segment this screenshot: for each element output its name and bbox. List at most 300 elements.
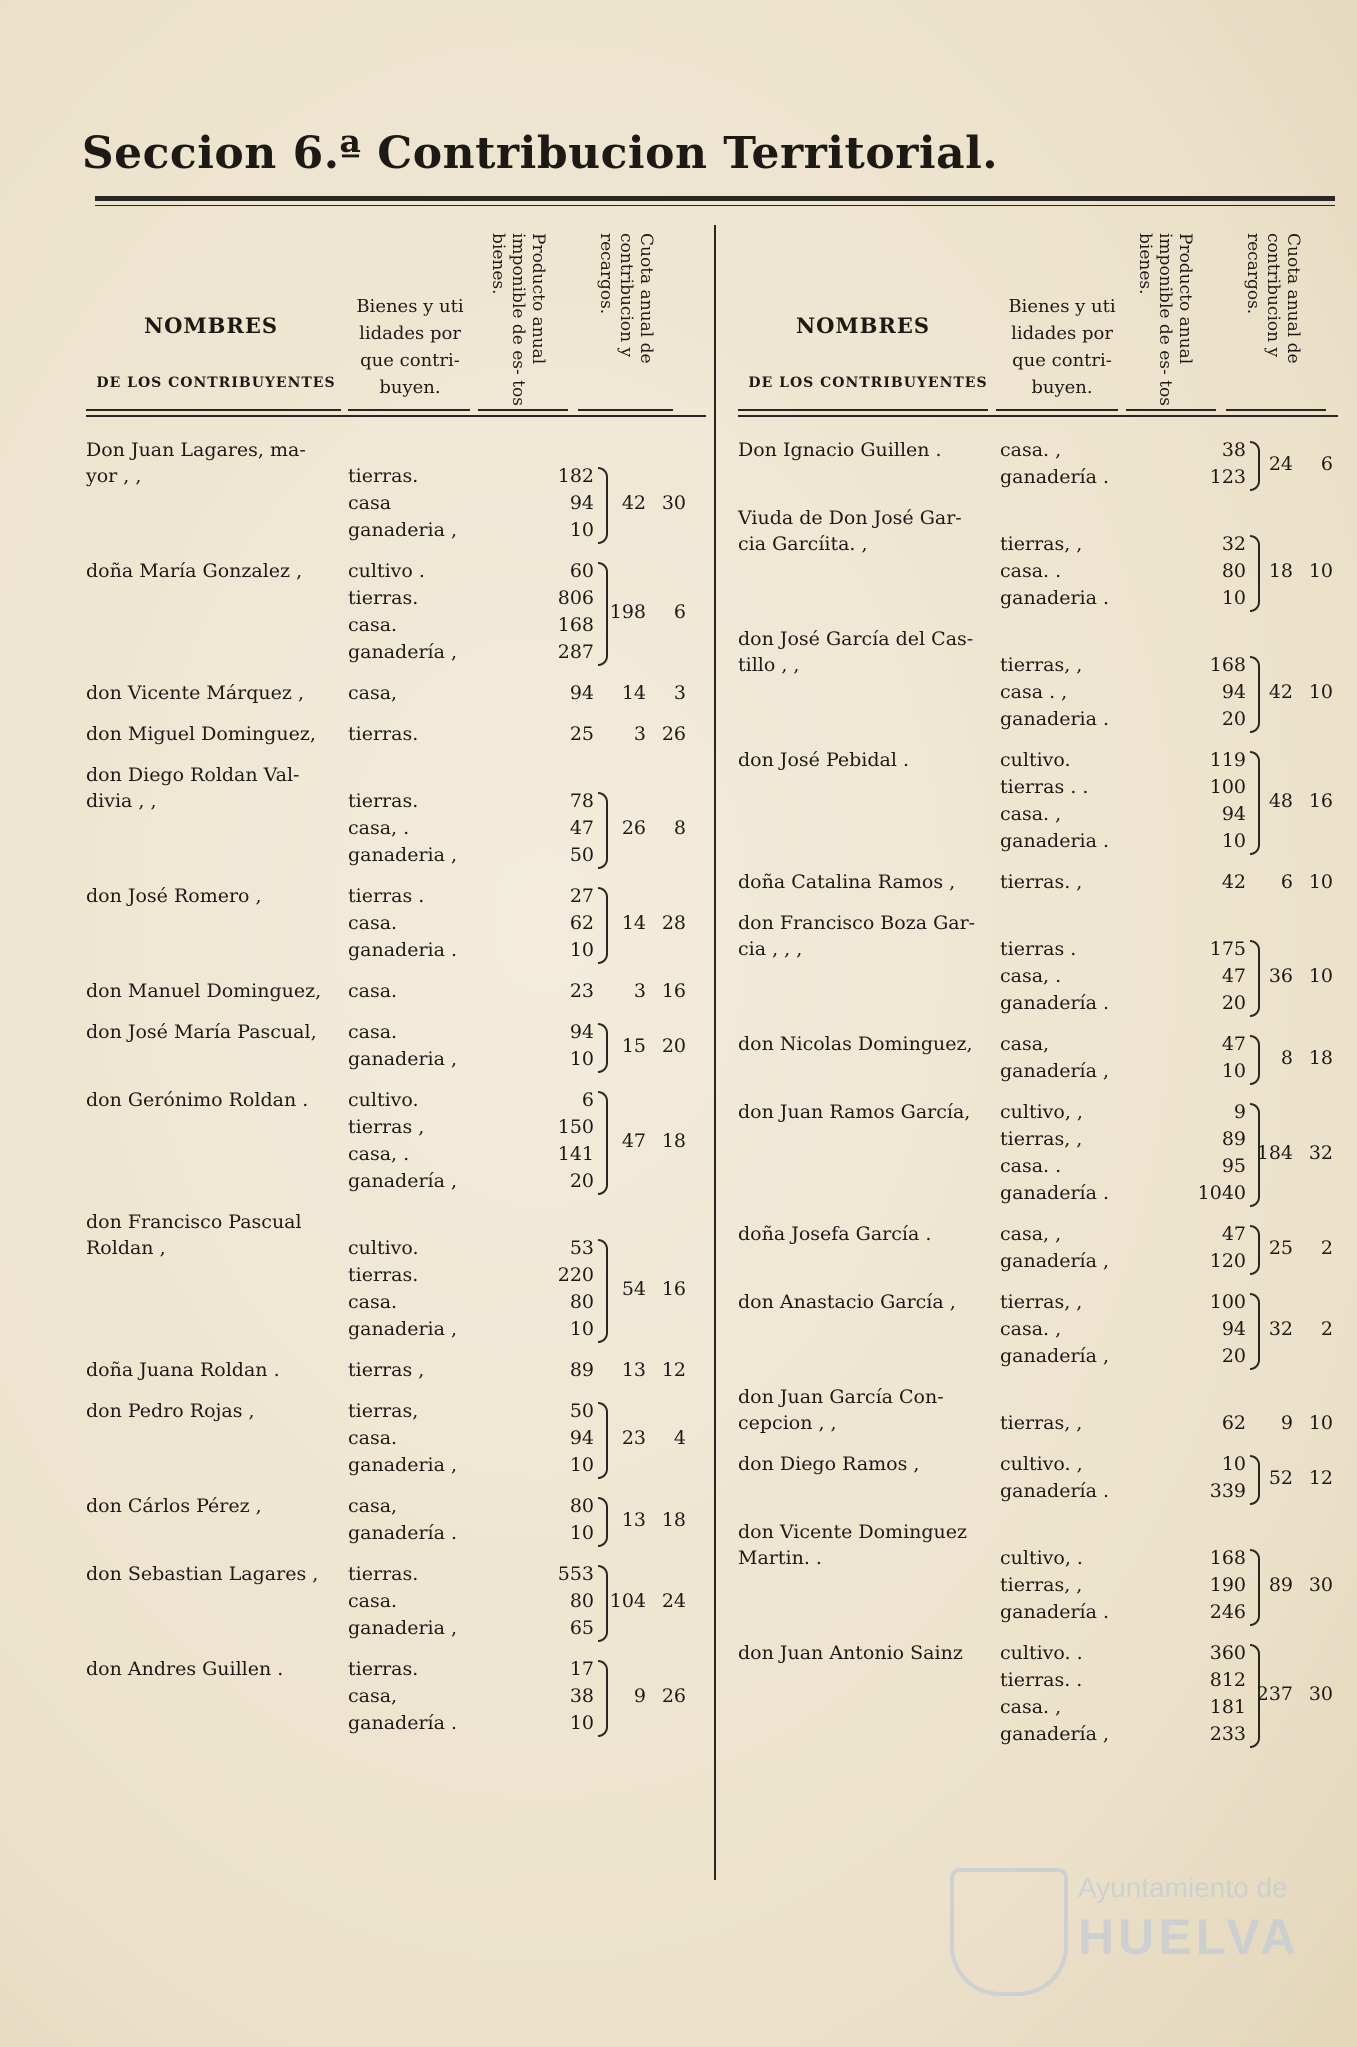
taxpayer-entry [738, 1451, 1338, 1519]
quota-reales: 6 [1280, 871, 1293, 893]
annual-quota [1253, 451, 1333, 478]
right-column [738, 225, 1338, 1762]
quota-reales: 42 [1268, 681, 1293, 703]
quota-maravedis: 10 [1308, 681, 1333, 703]
quota-maravedis: 8 [673, 817, 686, 839]
annual-quota [1253, 1465, 1333, 1492]
taxpayer-entry [738, 747, 1338, 869]
taxable-product: 1040 [1197, 1182, 1246, 1204]
property-type: ganadería . [1000, 466, 1110, 488]
property-type: tierras , [348, 1359, 425, 1381]
taxpayer-entry [86, 1561, 686, 1656]
property-type: ganadería . [1000, 1601, 1110, 1623]
taxpayer-name: don Francisco Boza Gar- cia , , , [738, 912, 976, 960]
quota-maravedis: 2 [1320, 1318, 1333, 1340]
header-bienes: Bienes y uti lidades por que contri- buyen. [1008, 296, 1116, 398]
taxpayer-entry [86, 721, 686, 762]
quota-maravedis: 32 [1308, 1141, 1333, 1164]
taxable-product: 168 [1209, 1547, 1246, 1569]
quota-maravedis: 12 [661, 1359, 686, 1381]
taxpayer-entry [738, 1031, 1338, 1099]
taxpayer-entry [738, 1384, 1338, 1451]
quota-reales: 18 [1268, 560, 1293, 582]
taxable-product: 806 [557, 587, 594, 609]
taxable-product: 47 [1221, 1033, 1246, 1055]
taxpayer-name: don Juan García Con- cepcion , , [738, 1386, 944, 1434]
annual-quota [606, 1276, 686, 1303]
header-contribuyentes: DE LOS CONTRIBUYENTES [96, 375, 336, 391]
property-type: casa, . [1000, 965, 1062, 987]
property-type: ganadería . [1000, 1182, 1110, 1204]
taxpayer-name: don Gerónimo Roldan . [86, 1089, 309, 1111]
taxpayer-name: don Juan Antonio Sainz [738, 1642, 963, 1664]
quota-reales: 14 [621, 682, 646, 704]
taxable-product: 60 [569, 560, 594, 582]
property-type: ganadería . [348, 1712, 458, 1734]
watermark-line2: HUELVA [1078, 1909, 1301, 1965]
quota-reales: 104 [609, 1590, 646, 1612]
quota-maravedis: 3 [673, 682, 686, 704]
taxable-product: 175 [1209, 938, 1246, 960]
quota-maravedis: 10 [1308, 871, 1333, 893]
quota-maravedis: 16 [661, 1277, 686, 1300]
taxpayer-name: don Sebastian Lagares , [86, 1563, 319, 1585]
annual-quota [606, 1033, 686, 1060]
quota-maravedis: 30 [1308, 1574, 1333, 1596]
annual-quota [1253, 1572, 1333, 1599]
annual-quota [1253, 1140, 1333, 1167]
quota-reales: 25 [1268, 1236, 1293, 1259]
taxable-product: 89 [569, 1359, 594, 1381]
property-type: cultivo. , [1000, 1453, 1083, 1475]
header-producto: Producto anual imponible de es- tos bienes. [488, 233, 548, 406]
property-type: ganadería , [348, 641, 458, 663]
taxable-product: 100 [1209, 1291, 1246, 1313]
taxable-product: 10 [569, 1454, 594, 1476]
taxable-product: 80 [569, 1291, 594, 1313]
property-type: ganadería , [1000, 1250, 1110, 1272]
property-type: ganaderia , [348, 1048, 458, 1070]
taxable-product: 10 [569, 1522, 594, 1544]
taxable-product: 32 [1221, 533, 1246, 555]
taxable-product: 38 [569, 1685, 594, 1707]
property-type: ganaderia . [1000, 708, 1110, 730]
quota-reales: 3 [633, 723, 646, 745]
property-type: casa, [348, 1685, 398, 1707]
taxpayer-name: don José Romero , [86, 885, 262, 907]
quota-reales: 24 [1268, 452, 1293, 475]
quota-maravedis: 30 [661, 492, 686, 514]
property-type: tierras, , [1000, 1128, 1083, 1150]
quota-reales: 32 [1268, 1318, 1293, 1340]
page-title: Seccion 6.ª Contribucion Territorial. [81, 128, 999, 179]
taxpayer-name: don Anastacio García , [738, 1291, 956, 1313]
taxpayer-entry [738, 1519, 1338, 1640]
property-type: casa. . [1000, 560, 1062, 582]
taxable-product: 190 [1209, 1574, 1246, 1596]
property-type: tierras, , [1000, 654, 1083, 676]
property-type: casa, . [348, 817, 410, 839]
taxpayer-name: don Diego Ramos , [738, 1453, 920, 1475]
quota-maravedis: 24 [661, 1590, 686, 1612]
taxpayer-name: don Vicente Dominguez Martin. . [738, 1521, 968, 1569]
taxpayer-name: don Miguel Dominguez, [86, 723, 316, 745]
property-type: tierras, , [1000, 1291, 1083, 1313]
property-type: cultivo, . [1000, 1547, 1083, 1569]
property-type: casa [348, 492, 392, 514]
taxable-product: 94 [1221, 681, 1246, 703]
quota-maravedis: 10 [1308, 965, 1333, 987]
taxable-product: 62 [569, 912, 594, 934]
quota-reales: 47 [621, 1129, 646, 1152]
property-type: ganadería . [348, 1522, 458, 1544]
property-type: casa . , [1000, 681, 1068, 703]
left-rows [86, 437, 706, 1751]
taxpayer-entry [86, 558, 686, 680]
quota-maravedis: 6 [1320, 452, 1333, 475]
taxpayer-name: Don Juan Lagares, ma- yor , , [86, 439, 306, 487]
property-type: casa. [348, 980, 398, 1002]
taxable-product: 94 [1221, 803, 1246, 825]
taxable-product: 47 [1221, 965, 1246, 987]
taxpayer-entry [738, 505, 1338, 626]
property-type: ganaderia , [348, 1454, 458, 1476]
quota-maravedis: 10 [1308, 560, 1333, 582]
quota-reales: 48 [1268, 789, 1293, 812]
property-type: tierras . [348, 885, 425, 907]
taxpayer-entry [738, 1099, 1338, 1221]
taxable-product: 94 [569, 1021, 594, 1043]
taxpayer-name: don Manuel Dominguez, [86, 980, 322, 1002]
annual-quota [1253, 1045, 1333, 1072]
quota-reales: 54 [621, 1277, 646, 1300]
property-type: tierras, , [1000, 1412, 1083, 1434]
quota-reales: 198 [609, 600, 646, 623]
annual-quota [1253, 1316, 1333, 1343]
taxable-product: 27 [569, 885, 594, 907]
quota-reales: 8 [1280, 1046, 1293, 1069]
taxable-product: 23 [569, 980, 594, 1002]
taxable-product: 181 [1209, 1696, 1246, 1718]
property-type: casa. , [1000, 439, 1062, 461]
property-type: tierras. . [1000, 1669, 1083, 1691]
taxpayer-name: don Francisco Pascual Roldan , [86, 1211, 302, 1259]
quota-maravedis: 18 [661, 1129, 686, 1152]
property-type: casa. [348, 1427, 398, 1449]
property-type: tierras, , [1000, 1574, 1083, 1596]
taxable-product: 62 [1221, 1412, 1246, 1434]
taxable-product: 339 [1209, 1480, 1246, 1502]
quota-maravedis: 16 [1308, 789, 1333, 812]
header-bienes: Bienes y uti lidades por que contri- buyen. [356, 296, 464, 398]
header-producto: Producto anual imponible de es- tos bienes. [1135, 233, 1195, 406]
taxpayer-name: don Diego Roldan Val- divia , , [86, 764, 300, 812]
annual-quota [606, 490, 686, 517]
quota-maravedis: 26 [661, 1685, 686, 1707]
quota-reales: 13 [621, 1508, 646, 1531]
taxable-product: 53 [569, 1237, 594, 1259]
property-type: tierras. , [1000, 871, 1083, 893]
taxpayer-entry [738, 1221, 1338, 1289]
taxable-product: 20 [1221, 1345, 1246, 1367]
property-type: ganaderia , [348, 519, 458, 541]
taxpayer-entry [738, 437, 1338, 505]
taxable-product: 94 [569, 1427, 594, 1449]
quota-reales: 23 [621, 1427, 646, 1449]
annual-quota [606, 1425, 686, 1452]
annual-quota [1253, 1681, 1333, 1708]
property-type: cultivo, , [1000, 1101, 1083, 1123]
annual-quota [1253, 558, 1333, 585]
property-type: ganaderia , [348, 844, 458, 866]
annual-quota [606, 815, 686, 842]
taxpayer-entry [86, 978, 686, 1019]
quota-reales: 42 [621, 492, 646, 514]
taxpayer-name: don José María Pascual, [86, 1021, 317, 1043]
taxpayer-entry [86, 1209, 686, 1357]
header-cuota: Cuota anual de contribucion y recargos. [1243, 233, 1303, 364]
taxable-product: 150 [557, 1116, 594, 1138]
taxable-product: 141 [557, 1143, 594, 1165]
property-type: ganadería . [1000, 992, 1110, 1014]
taxable-product: 80 [569, 1495, 594, 1517]
taxpayer-entry [86, 437, 686, 558]
quota-maravedis: 18 [1308, 1046, 1333, 1069]
property-type: tierras , [348, 1116, 425, 1138]
header-nombres: NOMBRES [795, 313, 931, 338]
property-type: casa. [348, 1590, 398, 1612]
taxable-product: 10 [569, 519, 594, 541]
quota-maravedis: 4 [673, 1427, 686, 1449]
annual-quota [606, 599, 686, 626]
annual-quota [606, 910, 686, 937]
annual-quota [606, 1683, 686, 1710]
quota-reales: 13 [621, 1359, 646, 1381]
quota-maravedis: 18 [661, 1508, 686, 1531]
title-rule-thin [95, 205, 1335, 206]
annual-quota [606, 1357, 686, 1384]
annual-quota [1253, 963, 1333, 990]
taxable-product: 182 [557, 465, 594, 487]
taxable-product: 25 [569, 723, 594, 745]
annual-quota [606, 721, 686, 748]
taxable-product: 10 [1221, 830, 1246, 852]
annual-quota [606, 978, 686, 1005]
property-type: casa, [1000, 1033, 1050, 1055]
taxpayer-entry [86, 1357, 686, 1398]
quota-reales: 15 [621, 1034, 646, 1057]
right-rows [738, 437, 1338, 1762]
taxpayer-name: don Pedro Rojas , [86, 1400, 255, 1422]
taxable-product: 9 [1233, 1101, 1246, 1123]
property-type: cultivo. [348, 1237, 419, 1259]
quota-maravedis: 2 [1320, 1236, 1333, 1259]
taxable-product: 360 [1209, 1642, 1246, 1664]
taxpayer-entry [86, 1019, 686, 1087]
taxpayer-entry [86, 1398, 686, 1493]
property-type: ganaderia . [348, 939, 458, 961]
quota-reales: 89 [1268, 1574, 1293, 1596]
header-contribuyentes: DE LOS CONTRIBUYENTES [748, 375, 988, 391]
property-type: cultivo. . [1000, 1642, 1083, 1664]
quota-maravedis: 12 [1308, 1466, 1333, 1489]
taxpayer-name: Viuda de Don José Gar- cia Garcíita. , [738, 507, 962, 555]
taxable-product: 78 [569, 790, 594, 812]
property-type: cultivo. [348, 1089, 419, 1111]
annual-quota [1253, 1235, 1333, 1262]
taxable-product: 812 [1209, 1669, 1246, 1691]
annual-quota [1253, 788, 1333, 815]
property-type: ganadería , [348, 1170, 458, 1192]
taxpayer-entry [86, 1656, 686, 1751]
quota-reales: 36 [1268, 965, 1293, 987]
taxable-product: 6 [581, 1089, 594, 1111]
taxpayer-name: doña María Gonzalez , [86, 560, 303, 582]
taxpayer-name: don Vicente Márquez , [86, 682, 304, 704]
quota-reales: 184 [1256, 1141, 1293, 1164]
taxpayer-name: doña Josefa García . [738, 1223, 932, 1245]
taxpayer-entry [86, 680, 686, 721]
property-type: tierras, , [1000, 533, 1083, 555]
property-type: tierras, [348, 1400, 419, 1422]
property-type: tierras. [348, 1264, 419, 1286]
left-column [86, 225, 706, 1751]
taxpayer-entry [86, 1087, 686, 1209]
property-type: ganaderia , [348, 1617, 458, 1639]
left-header [86, 225, 706, 417]
annual-quota [1253, 1410, 1333, 1437]
property-type: casa. [348, 912, 398, 934]
taxpayer-name: doña Catalina Ramos , [738, 871, 956, 893]
taxable-product: 10 [569, 1318, 594, 1340]
taxable-product: 123 [1209, 466, 1246, 488]
property-type: ganadería , [1000, 1723, 1110, 1745]
property-type: ganadería , [1000, 1345, 1110, 1367]
taxable-product: 10 [569, 939, 594, 961]
taxpayer-entry [86, 1493, 686, 1561]
property-type: tierras . [1000, 938, 1077, 960]
right-header [738, 225, 1338, 417]
header-cuota: Cuota anual de contribucion y recargos. [596, 233, 656, 364]
property-type: tierras. [348, 587, 419, 609]
taxable-product: 10 [569, 1712, 594, 1734]
taxable-product: 50 [569, 844, 594, 866]
annual-quota [1253, 679, 1333, 706]
property-type: casa. . [1000, 1155, 1062, 1177]
quota-reales: 26 [621, 817, 646, 839]
taxable-product: 100 [1209, 776, 1246, 798]
property-type: casa, [348, 1495, 398, 1517]
watermark-logo [950, 1860, 1301, 1990]
taxable-product: 168 [557, 614, 594, 636]
coat-of-arms-icon [950, 1868, 1068, 1996]
property-type: tierras. [348, 465, 419, 487]
taxpayer-name: don José García del Cas- tillo , , [738, 628, 974, 676]
annual-quota [606, 1588, 686, 1615]
quota-maravedis: 16 [661, 980, 686, 1002]
taxpayer-entry [738, 910, 1338, 1031]
property-type: casa, , [1000, 1223, 1062, 1245]
taxable-product: 246 [1209, 1601, 1246, 1623]
taxpayer-name: don Cárlos Pérez , [86, 1495, 262, 1517]
quota-maravedis: 30 [1308, 1682, 1333, 1705]
quota-maravedis: 26 [661, 723, 686, 745]
taxpayer-entry [738, 1640, 1338, 1762]
taxable-product: 220 [557, 1264, 594, 1286]
taxpayer-name: doña Juana Roldan . [86, 1359, 280, 1381]
quota-maravedis: 10 [1308, 1412, 1333, 1434]
taxable-product: 65 [569, 1617, 594, 1639]
taxable-product: 50 [569, 1400, 594, 1422]
taxable-product: 119 [1209, 749, 1246, 771]
title-rule [95, 196, 1335, 201]
quota-reales: 9 [1280, 1412, 1293, 1434]
annual-quota [606, 680, 686, 707]
taxpayer-entry [738, 1289, 1338, 1384]
taxable-product: 80 [1221, 560, 1246, 582]
property-type: casa. [348, 1021, 398, 1043]
header-nombres: NOMBRES [143, 313, 279, 338]
property-type: cultivo. [1000, 749, 1071, 771]
taxable-product: 10 [1221, 1453, 1246, 1475]
property-type: tierras. [348, 1658, 419, 1680]
quota-maravedis: 20 [661, 1034, 686, 1057]
property-type: cultivo . [348, 560, 425, 582]
taxpayer-name: don Nicolas Dominguez, [738, 1033, 973, 1055]
taxpayer-name: Don Ignacio Guillen . [738, 439, 942, 461]
annual-quota [606, 1128, 686, 1155]
taxable-product: 20 [1221, 708, 1246, 730]
watermark-line1: Ayuntamiento de [1078, 1872, 1288, 1903]
taxable-product: 95 [1221, 1155, 1246, 1177]
taxable-product: 287 [557, 641, 594, 663]
property-type: tierras . . [1000, 776, 1089, 798]
property-type: tierras. [348, 723, 419, 745]
taxable-product: 10 [569, 1048, 594, 1070]
taxable-product: 47 [1221, 1223, 1246, 1245]
property-type: casa, [348, 682, 398, 704]
property-type: ganadería . [1000, 1480, 1110, 1502]
annual-quota [606, 1507, 686, 1534]
property-type: tierras. [348, 790, 419, 812]
taxable-product: 553 [557, 1563, 594, 1585]
taxable-product: 38 [1221, 439, 1246, 461]
quota-maravedis: 6 [673, 600, 686, 623]
taxpayer-name: don Andres Guillen . [86, 1658, 284, 1680]
taxable-product: 10 [1221, 587, 1246, 609]
quota-maravedis: 28 [661, 912, 686, 934]
taxable-product: 94 [569, 492, 594, 514]
taxable-product: 94 [569, 682, 594, 704]
quota-reales: 3 [633, 980, 646, 1002]
property-type: casa. , [1000, 803, 1062, 825]
taxable-product: 20 [569, 1170, 594, 1192]
property-type: casa. [348, 1291, 398, 1313]
quota-reales: 52 [1268, 1466, 1293, 1489]
taxable-product: 80 [569, 1590, 594, 1612]
taxpayer-name: don José Pebidal . [738, 749, 910, 771]
taxable-product: 120 [1209, 1250, 1246, 1272]
quota-reales: 9 [633, 1685, 646, 1707]
quota-reales: 14 [621, 912, 646, 934]
column-divider [714, 225, 716, 1880]
annual-quota [1253, 869, 1333, 896]
taxable-product: 168 [1209, 654, 1246, 676]
taxpayer-entry [738, 869, 1338, 910]
taxable-product: 89 [1221, 1128, 1246, 1150]
property-type: casa. , [1000, 1318, 1062, 1340]
taxable-product: 47 [569, 817, 594, 839]
